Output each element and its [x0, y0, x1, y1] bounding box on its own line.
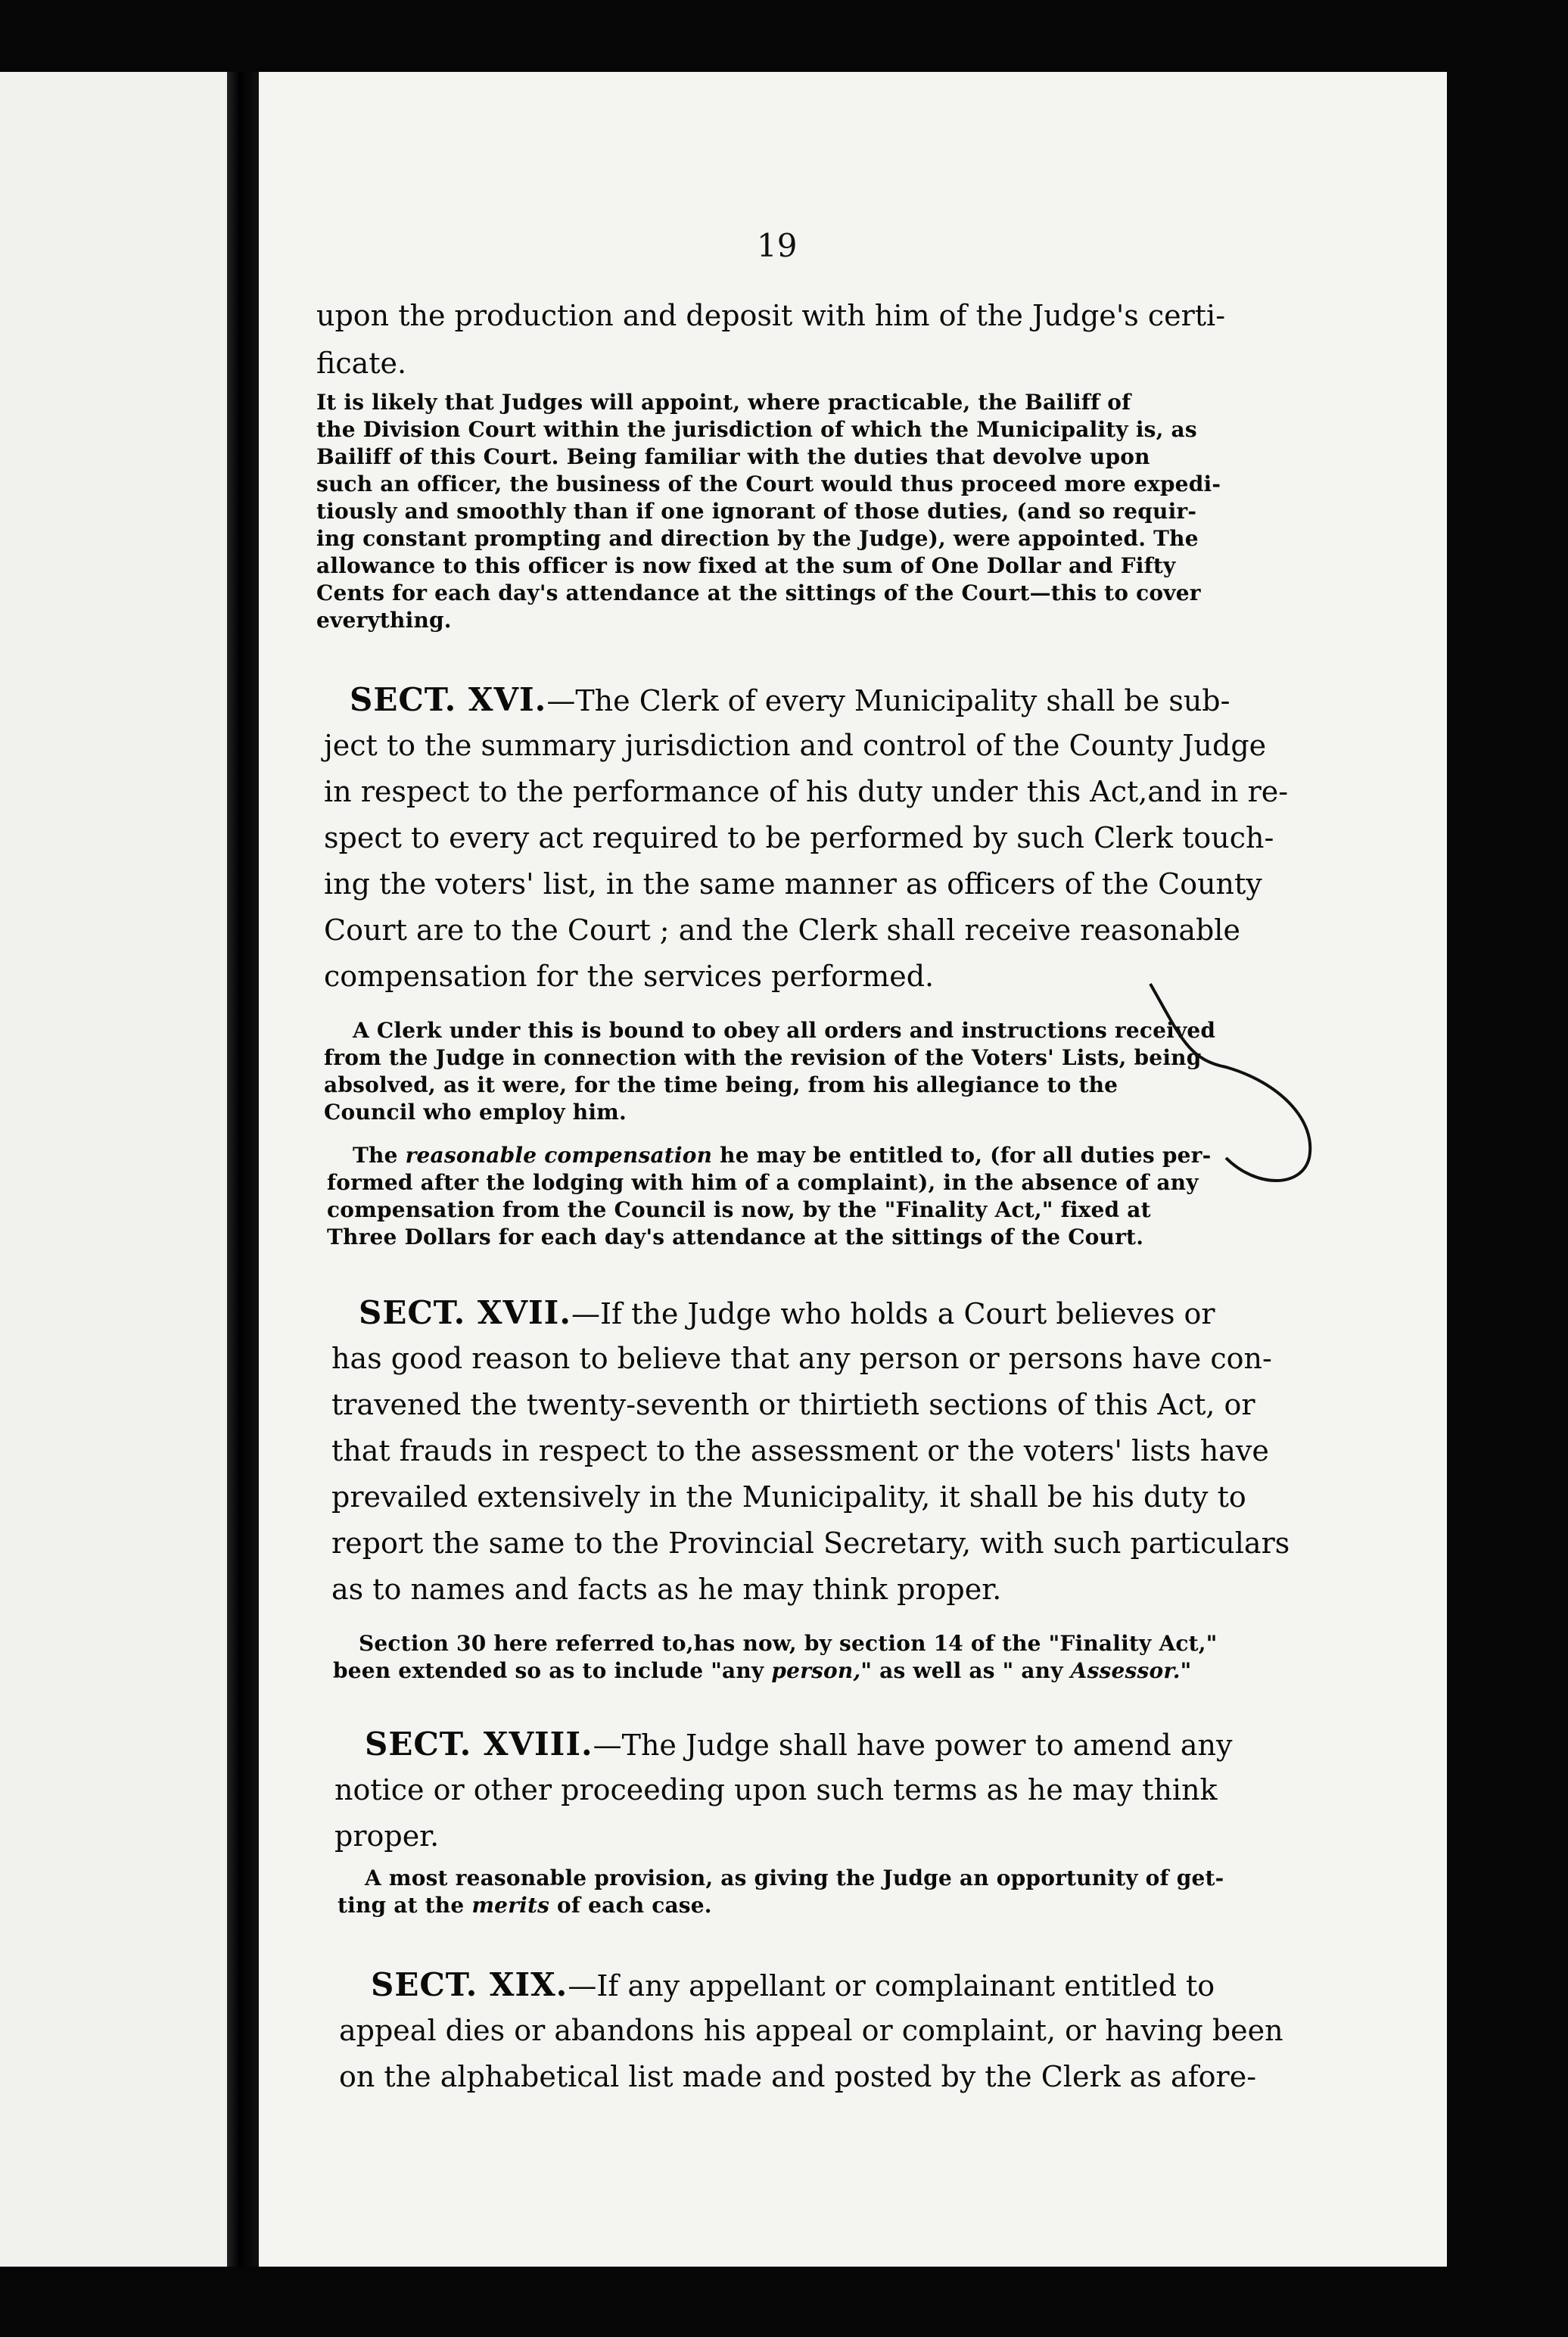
page-number: 19	[757, 227, 798, 264]
note-line: Council who employ him.	[324, 1100, 627, 1125]
section-19-text: —If any appellant or complainant entitled to	[568, 1969, 1215, 2002]
section-18-heading: SECT. XVIII.	[365, 1726, 593, 1763]
note-text: been extended so as to include "any	[333, 1658, 772, 1683]
handwritten-bracket-mark	[1135, 969, 1324, 1196]
note-line: Bailiff of this Court. Being familiar with the duties that devolve upon	[316, 444, 1150, 469]
note-italic-term: reasonable compensation	[405, 1143, 713, 1168]
section-17-line: that frauds in respect to the assessment or the voters' lists have	[331, 1434, 1269, 1467]
section-18-line: notice or other proceeding upon such terms as he may think	[334, 1773, 1218, 1806]
note-text: "	[1180, 1658, 1192, 1683]
note-line: formed after the lodging with him of a complaint), in the absence of any	[327, 1170, 1199, 1195]
note-line: tiously and smoothly than if one ignorant of those duties, (and so requir-	[316, 499, 1197, 524]
paragraph-line: upon the production and deposit with him of the Judge's certi-	[316, 299, 1226, 332]
section-19-line: on the alphabetical list made and posted by the Clerk as afore-	[339, 2060, 1257, 2093]
section-16-first-line	[350, 681, 1230, 718]
section-17-line: report the same to the Provincial Secretary, with such particulars	[331, 1526, 1290, 1560]
note-line: ing constant prompting and direction by the Judge), were appointed. The	[316, 526, 1199, 551]
note-text: The	[353, 1143, 406, 1168]
note-line: such an officer, the business of the Court would thus proceed more expedi-	[316, 471, 1221, 496]
note-line: A Clerk under this is bound to obey all orders and instructions received	[353, 1018, 1216, 1043]
note-line: everything.	[316, 608, 452, 633]
section-19-heading: SECT. XIX.	[371, 1966, 568, 2003]
note-line: A most reasonable provision, as giving the Judge an opportunity of get-	[365, 1866, 1224, 1890]
paragraph-line: ficate.	[316, 347, 407, 380]
note-text: ting at the	[338, 1893, 472, 1918]
section-19-line: appeal dies or abandons his appeal or complaint, or having been	[339, 2014, 1283, 2047]
section-16-line: Court are to the Court ; and the Clerk shall receive reasonable	[324, 913, 1240, 947]
section-18-line: proper.	[334, 1819, 440, 1853]
section-16-line: ject to the summary jurisdiction and control of the County Judge	[324, 729, 1267, 762]
section-17-line: has good reason to believe that any person or persons have con-	[331, 1342, 1272, 1375]
note-italic-term: Assessor.	[1070, 1658, 1181, 1683]
section-17-line: as to names and facts as he may think proper.	[331, 1573, 1002, 1606]
note-italic-term: merits	[471, 1893, 550, 1918]
section-16-text: —The Clerk of every Municipality shall be sub-	[546, 684, 1230, 717]
section-17-first-line	[359, 1294, 1215, 1331]
note-text: " as well as " any	[860, 1658, 1071, 1683]
section-16-line: spect to every act required to be performed by such Clerk touch-	[324, 821, 1274, 854]
section-16-heading: SECT. XVI.	[350, 681, 547, 718]
section-17-heading: SECT. XVII.	[359, 1294, 571, 1331]
section-17-text: —If the Judge who holds a Court believes or	[571, 1297, 1215, 1330]
note-line: It is likely that Judges will appoint, where practicable, the Bailiff of	[316, 390, 1131, 415]
note-line	[353, 1143, 1211, 1168]
note-text: of each case.	[549, 1893, 712, 1918]
note-line: from the Judge in connection with the revision of the Voters' Lists, being	[324, 1045, 1202, 1070]
section-17-line: prevailed extensively in the Municipality, it shall be his duty to	[331, 1480, 1246, 1514]
section-18-first-line	[365, 1726, 1232, 1763]
section-19-first-line	[371, 1966, 1215, 2003]
section-16-line: ing the voters' list, in the same manner as officers of the County	[324, 867, 1262, 901]
left-page-fragment	[0, 72, 227, 2267]
note-line: compensation from the Council is now, by the "Finality Act," fixed at	[327, 1197, 1151, 1222]
note-line: the Division Court within the jurisdiction of which the Municipality is, as	[316, 417, 1197, 442]
section-18-text: —The Judge shall have power to amend any	[593, 1729, 1233, 1762]
note-text: he may be entitled to, (for all duties per-	[712, 1143, 1212, 1168]
note-line: Three Dollars for each day's attendance at the sittings of the Court.	[327, 1225, 1144, 1249]
note-line: Cents for each day's attendance at the sittings of the Court—this to cover	[316, 580, 1201, 605]
section-16-line: compensation for the services performed.	[324, 960, 935, 993]
note-line: allowance to this officer is now fixed at the sum of One Dollar and Fifty	[316, 553, 1176, 578]
note-line	[333, 1658, 1191, 1683]
section-17-line: travened the twenty-seventh or thirtieth sections of this Act, or	[331, 1388, 1255, 1421]
note-italic-term: person,	[771, 1658, 861, 1683]
book-gutter	[227, 72, 259, 2267]
note-line: Section 30 here referred to,has now, by section 14 of the "Finality Act,"	[359, 1631, 1218, 1656]
note-line: absolved, as it were, for the time being, from his allegiance to the	[324, 1072, 1118, 1097]
note-line	[338, 1893, 712, 1918]
section-16-line: in respect to the performance of his duty under this Act,and in re-	[324, 775, 1289, 808]
